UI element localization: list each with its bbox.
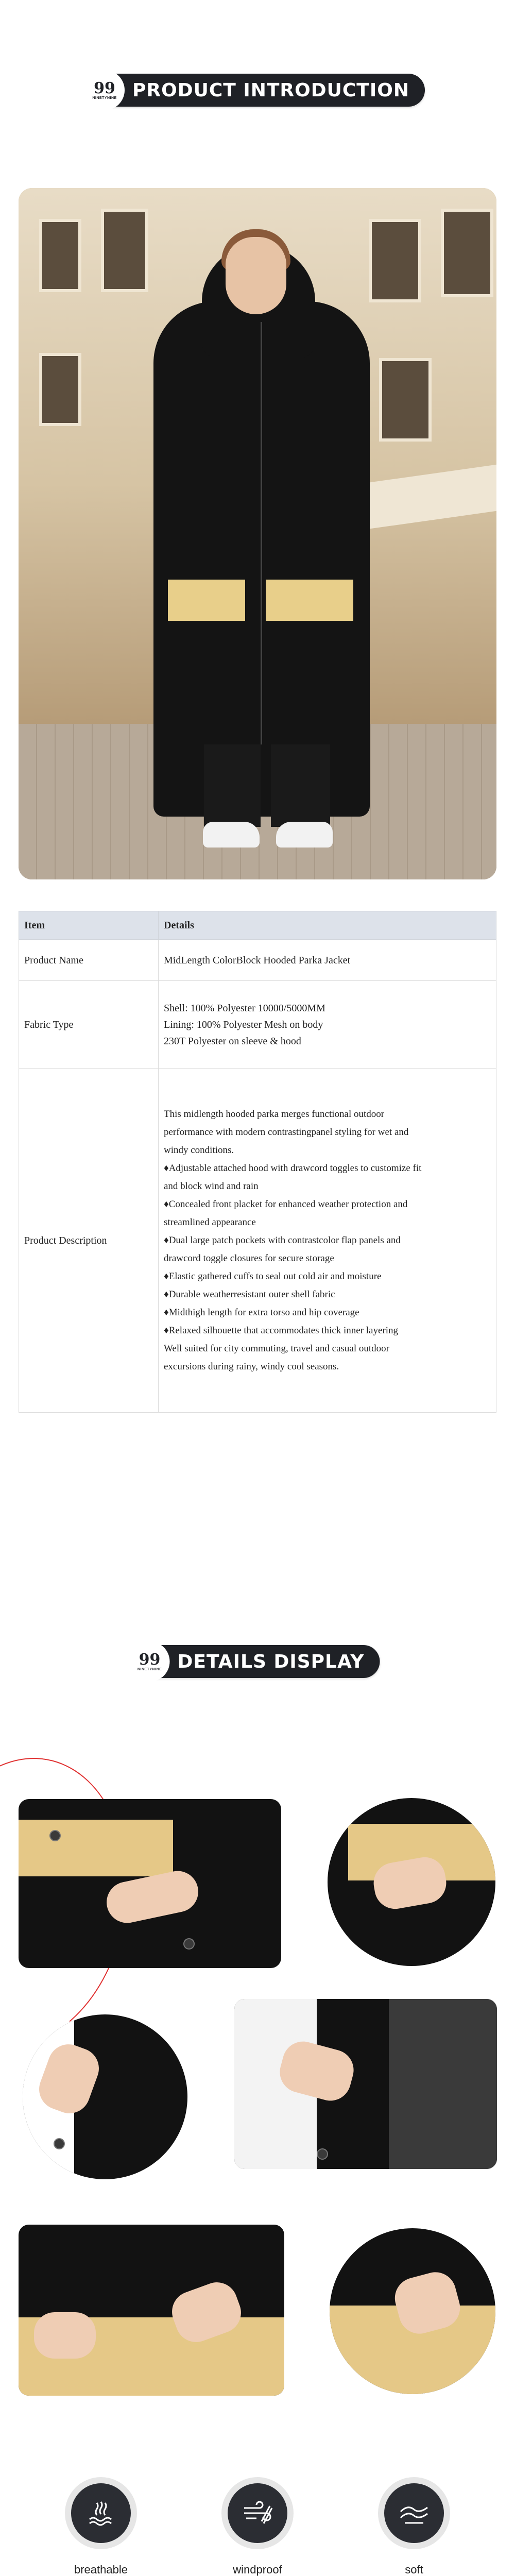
section-header-product-introduction: [90, 74, 425, 107]
description-line: ♦Midthigh length for extra torso and hip coverage: [164, 1307, 359, 1318]
brand-logo: [131, 1643, 168, 1680]
table-row: [19, 1069, 496, 1413]
detail-photo-zipper-open: [234, 1999, 497, 2169]
breathable-icon: [85, 2498, 116, 2529]
description-line: drawcord toggle closures for secure storage: [164, 1253, 334, 1264]
logo-brand: NINETYNINE: [137, 1667, 162, 1671]
product-spec-table: [19, 911, 496, 1413]
product-name-label: Product Name: [19, 940, 159, 981]
fabric-line: Shell: 100% Polyester 10000/5000MM: [164, 1002, 325, 1014]
product-name-value: MidLength ColorBlock Hooded Parka Jacket: [159, 940, 496, 981]
logo-number: 99: [139, 1650, 161, 1669]
soft-icon: [398, 2500, 431, 2526]
logo-brand: NINETYNINE: [92, 96, 117, 100]
feature-label: soft: [405, 2563, 423, 2576]
product-description-value: [159, 1069, 496, 1413]
description-line: ♦Elastic gathered cuffs to seal out cold air and moisture: [164, 1271, 382, 1282]
description-line: ♦Adjustable attached hood with drawcord toggles to customize fit: [164, 1163, 422, 1174]
detail-photo-zipper-closeup: [330, 2228, 495, 2394]
fabric-line: Lining: 100% Polyester Mesh on body: [164, 1019, 323, 1030]
description-line: ♦Concealed front placket for enhanced weather protection and: [164, 1199, 408, 1210]
fabric-line: 230T Polyester on sleeve & hood: [164, 1035, 301, 1047]
description-line: excursions during rainy, windy cool seasons.: [164, 1361, 339, 1372]
table-row: [19, 981, 496, 1069]
logo-number: 99: [94, 79, 115, 97]
feature-breathable: [39, 2477, 163, 2576]
description-line: streamlined appearance: [164, 1217, 256, 1228]
feature-label: breathable: [74, 2563, 128, 2576]
table-header-row: [19, 911, 496, 940]
feature-label: windproof: [233, 2563, 282, 2576]
description-line: ♦Relaxed silhouette that accommodates thick inner layering: [164, 1325, 398, 1336]
table-header-item: Item: [19, 911, 159, 940]
description-line: Well suited for city commuting, travel and casual outdoor: [164, 1343, 389, 1354]
section-header-details-display: [135, 1645, 380, 1678]
detail-photo-front-placket: [23, 2014, 187, 2179]
description-line: ♦Dual large patch pockets with contrastcolor flap panels and: [164, 1235, 401, 1246]
fabric-type-value: [159, 981, 496, 1069]
section-title: PRODUCT INTRODUCTION: [132, 79, 409, 101]
description-line: performance with modern contrastingpanel styling for wet and: [164, 1127, 409, 1138]
windproof-icon: [241, 2498, 274, 2529]
description-line: ♦Durable weatherresistant outer shell fabric: [164, 1289, 335, 1300]
detail-photo-pocket-closeup: [328, 1798, 495, 1966]
feature-windproof: [196, 2477, 319, 2576]
table-row: [19, 940, 496, 981]
feature-soft: [352, 2477, 476, 2576]
table-header-details: Details: [159, 911, 496, 940]
product-hero-photo: [19, 188, 496, 879]
description-line: This midlength hooded parka merges functional outdoor: [164, 1109, 385, 1120]
section-title: DETAILS DISPLAY: [177, 1651, 365, 1672]
fabric-type-label: Fabric Type: [19, 981, 159, 1069]
detail-photo-zipper-pull: [19, 2225, 284, 2396]
detail-photo-pocket-wide: [19, 1799, 281, 1968]
description-line: windy conditions.: [164, 1145, 234, 1156]
brand-logo: [86, 72, 123, 109]
description-line: and block wind and rain: [164, 1181, 259, 1192]
product-description-label: Product Description: [19, 1069, 159, 1413]
